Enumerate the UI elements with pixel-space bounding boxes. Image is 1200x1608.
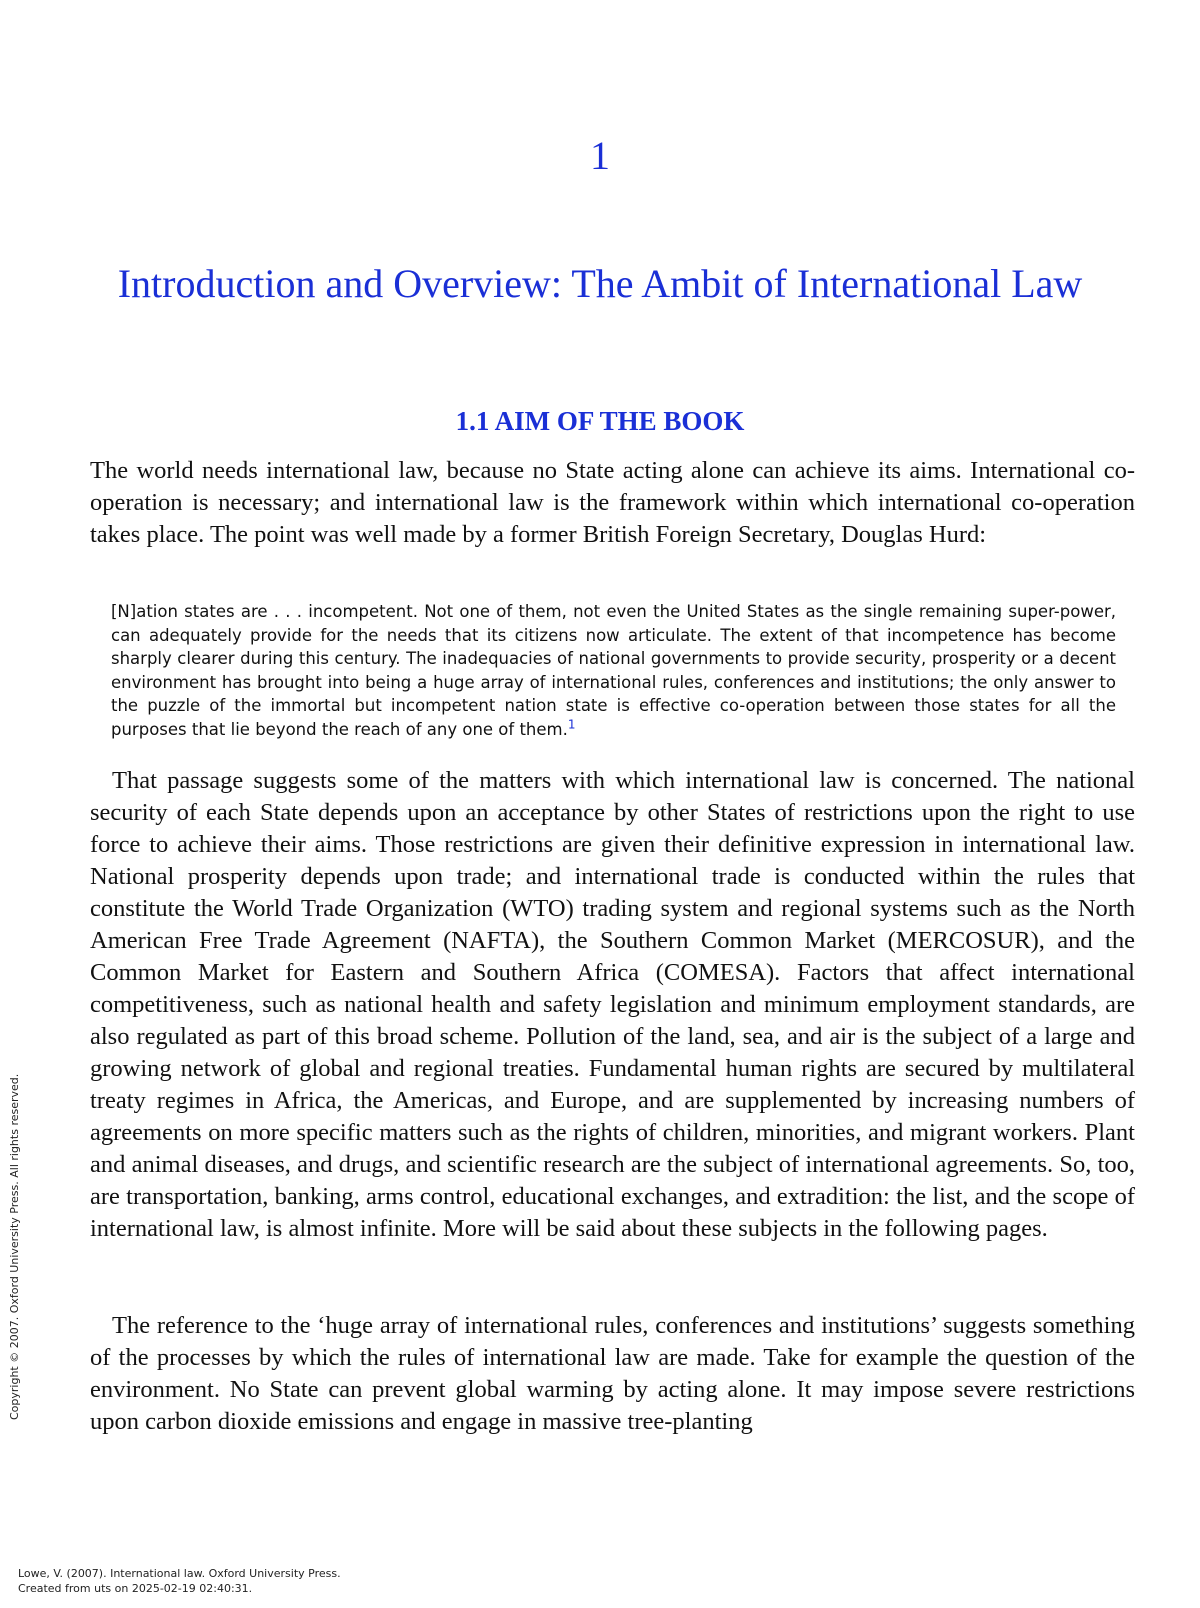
block-quote-text: [N]ation states are . . . incompetent. Not one of them, not even the United States as the single remaining super-power, can adequately provide for the needs that its citizens now articulate. The extent of that incompetence has become sharply clearer during this century. The inadequacies of national governments to provide security, prosperity or a decent environment has brought into being a huge array of international rules, conferences and institutions; the only answer to the puzzle of the immortal but incompetent nation state is effective co-operation between those states for all the purposes that lie beyond the reach of any one of them. [111,602,1116,739]
footer-created: Created from uts on 2025-02-19 02:40:31. [18,1582,253,1595]
body-paragraph-1: The world needs international law, because no State acting alone can achieve its aims. International co-operation is necessary; and international law is the framework within which international co-operation takes place. The point was well made by a former British Foreign Secretary, Douglas Hurd: [90,457,1135,548]
body-paragraph-2: That passage suggests some of the matters with which international law is concerned. The national security of each State depends upon an acceptance by other States of restrictions upon the right to use force to achieve their aims. Those restrictions are given their definitive expression in international law. National prosperity depends upon trade; and international trade is conducted within the rules that constitute the World Trade Organization (WTO) trading system and regional systems such as the North American Free Trade Agreement (NAFTA), the Southern Common Market (MERCOSUR), and the Common Market for Eastern and Southern Africa (COMESA). Factors that affect international competitiveness, such as national health and safety legislation and minimum employment standards, are also regulated as part of this broad scheme. Pollution of the land, sea, and air is the subject of a large and growing network of global and regional treaties. Fundamental human rights are secured by multilateral treaty regimes in Africa, the Americas, and Europe, and are supplemented by increasing numbers of agreements on more specific matters such as the rights of children, minorities, and migrant workers. Plant and animal diseases, and drugs, and scientific research are the subject of international agreements. So, too, are transportation, banking, arms control, educational exchanges, and extradition: the list, and the scope of international law, is almost infinite. More will be said about these subjects in the following pages. [90,767,1135,1242]
footnote-marker[interactable]: 1 [567,717,576,731]
copyright-notice: Copyright © 2007. Oxford University Press. All rights reserved. [8,1073,21,1420]
section-heading: 1.1 AIM OF THE BOOK [455,406,745,436]
body-paragraph-3: The reference to the ‘huge array of international rules, conferences and institutions’ suggests something of the processes by which the rules of international law are made. Take for example the question of the environment. No State can prevent global warming by acting alone. It may impose severe restrictions upon carbon dioxide emissions and engage in massive tree-planting [90,1312,1135,1435]
footer-citation: Lowe, V. (2007). International law. Oxford University Press. [18,1567,341,1580]
footer [18,1566,341,1596]
chapter-number: 1 [590,133,610,178]
chapter-title: Introduction and Overview: The Ambit of International Law [117,261,1083,306]
block-quote [111,600,1116,741]
